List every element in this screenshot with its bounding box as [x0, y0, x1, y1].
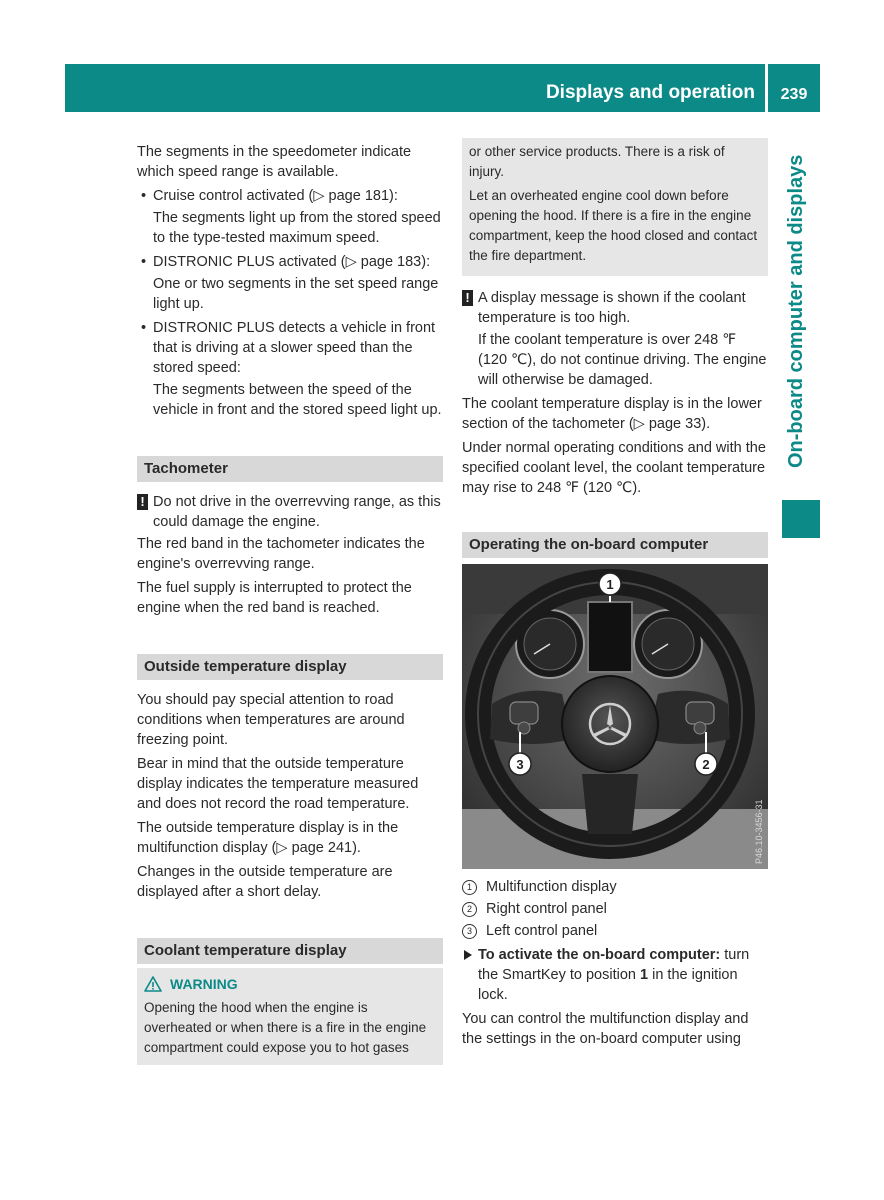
- warning-continued-2: Let an overheated engine cool down before opening the hood. If there is a fire in the engine compartment, keep the hood closed and contact the fire department.: [469, 188, 758, 263]
- warning-triangle-icon: [144, 976, 162, 992]
- outside-temp-text-1: You should pay special attention to road conditions when temperatures are around freezing point.: [137, 692, 405, 748]
- bullet-distronic-vehicle: [137, 318, 443, 378]
- step-end: in the ignition lock.: [478, 967, 738, 1003]
- left-column: [137, 142, 443, 1065]
- outside-temp-text-4: Changes in the outside temperature are displayed after a short delay.: [137, 864, 393, 900]
- section-heading-operating: Operating the on-board computer: [462, 532, 768, 558]
- chapter-tab-marker: [782, 500, 820, 538]
- bullet-cruise: [137, 186, 443, 206]
- image-code: P46.10-3456-31: [754, 799, 764, 864]
- legend-number: 2: [462, 902, 477, 917]
- legend-item: [462, 921, 768, 941]
- caution-icon: !: [137, 494, 148, 510]
- warning-title: [144, 974, 436, 994]
- header-bar: [65, 64, 765, 112]
- legend-text: Left control panel: [486, 923, 598, 939]
- page-number-box: [768, 64, 820, 112]
- step-arrow-icon: [464, 950, 472, 960]
- bullet-body: The segments between the speed of the vehicle in front and the stored speed light up.: [153, 382, 442, 418]
- page-number: 239: [780, 86, 808, 103]
- callout-label: 3: [516, 757, 524, 772]
- callout-2: [695, 753, 717, 775]
- legend-item: [462, 899, 768, 919]
- section-heading-tachometer: Tachometer: [137, 456, 443, 482]
- chapter-side-tab: On-board computer and displays: [785, 155, 807, 469]
- step-position: 1: [640, 967, 649, 983]
- coolant-text-1: The coolant temperature display is in the lower section of the tachometer (▷ page 33).: [462, 396, 762, 432]
- warning-continued-1: or other service products. There is a risk of injury.: [469, 144, 725, 179]
- legend-item: [462, 877, 768, 897]
- legend-text: Multifunction display: [486, 879, 617, 895]
- bullet-head: DISTRONIC PLUS activated (▷ page 183):: [153, 254, 431, 270]
- intro-text: The segments in the speedometer indicate which speed range is available.: [137, 144, 412, 180]
- callout-label: 1: [606, 577, 614, 592]
- bullet-distronic: [137, 252, 443, 272]
- step-bold: To activate the on-board computer:: [478, 947, 721, 963]
- coolant-text-2: Under normal operating conditions and with the specified coolant level, the coolant temperature may rise to 248 ℉ (120 ℃).: [462, 440, 766, 496]
- bullet-head: DISTRONIC PLUS detects a vehicle in front that is driving at a slower speed than the stored speed:: [153, 320, 436, 376]
- legend-text: Right control panel: [486, 901, 607, 917]
- bullet-body: One or two segments in the set speed range light up.: [153, 276, 439, 312]
- caution-note: [137, 492, 443, 532]
- closing-text: You can control the multifunction display and the settings in the on-board computer using: [462, 1011, 749, 1047]
- caution-note-coolant: [462, 288, 768, 328]
- warning-label: WARNING: [170, 976, 238, 992]
- bullet-body: The segments light up from the stored speed to the type-tested maximum speed.: [153, 210, 441, 246]
- instruction-step: [462, 945, 768, 1005]
- tachometer-text-1: The red band in the tachometer indicates the engine's overrevving range.: [137, 536, 425, 572]
- section-heading-outside-temp: Outside temperature display: [137, 654, 443, 680]
- step-text: turn the SmartKey to position: [478, 947, 750, 983]
- warning-box: [137, 968, 443, 1065]
- warning-text: Opening the hood when the engine is overheated or when there is a fire in the engine compartment could expose you to hot gases: [144, 1000, 427, 1055]
- callout-3: [509, 753, 531, 775]
- steering-wheel-image: [462, 564, 768, 869]
- right-column: [462, 142, 768, 1053]
- legend-number: 3: [462, 924, 477, 939]
- caution-text: A display message is shown if the coolant temperature is too high.: [478, 290, 746, 326]
- tachometer-text-2: The fuel supply is interrupted to protect the engine when the red band is reached.: [137, 580, 412, 616]
- legend-number: 1: [462, 880, 477, 895]
- outside-temp-text-2: Bear in mind that the outside temperature display indicates the temperature measured and does not record the road temperature.: [137, 756, 419, 812]
- caution-icon: !: [462, 290, 473, 306]
- warning-box-continued: [462, 138, 768, 276]
- caution-body: If the coolant temperature is over 248 ℉ (120 ℃), do not continue driving. The engine will otherwise be damaged.: [478, 332, 767, 388]
- section-heading-coolant: Coolant temperature display: [137, 938, 443, 964]
- callout-1: [599, 573, 621, 595]
- header-title: Displays and operation: [545, 82, 755, 103]
- outside-temp-text-3: The outside temperature display is in the multifunction display (▷ page 241).: [137, 820, 399, 856]
- callout-label: 2: [702, 757, 710, 772]
- bullet-head: Cruise control activated (▷ page 181):: [153, 188, 398, 204]
- caution-text: Do not drive in the overrevving range, as this could damage the engine.: [153, 494, 441, 530]
